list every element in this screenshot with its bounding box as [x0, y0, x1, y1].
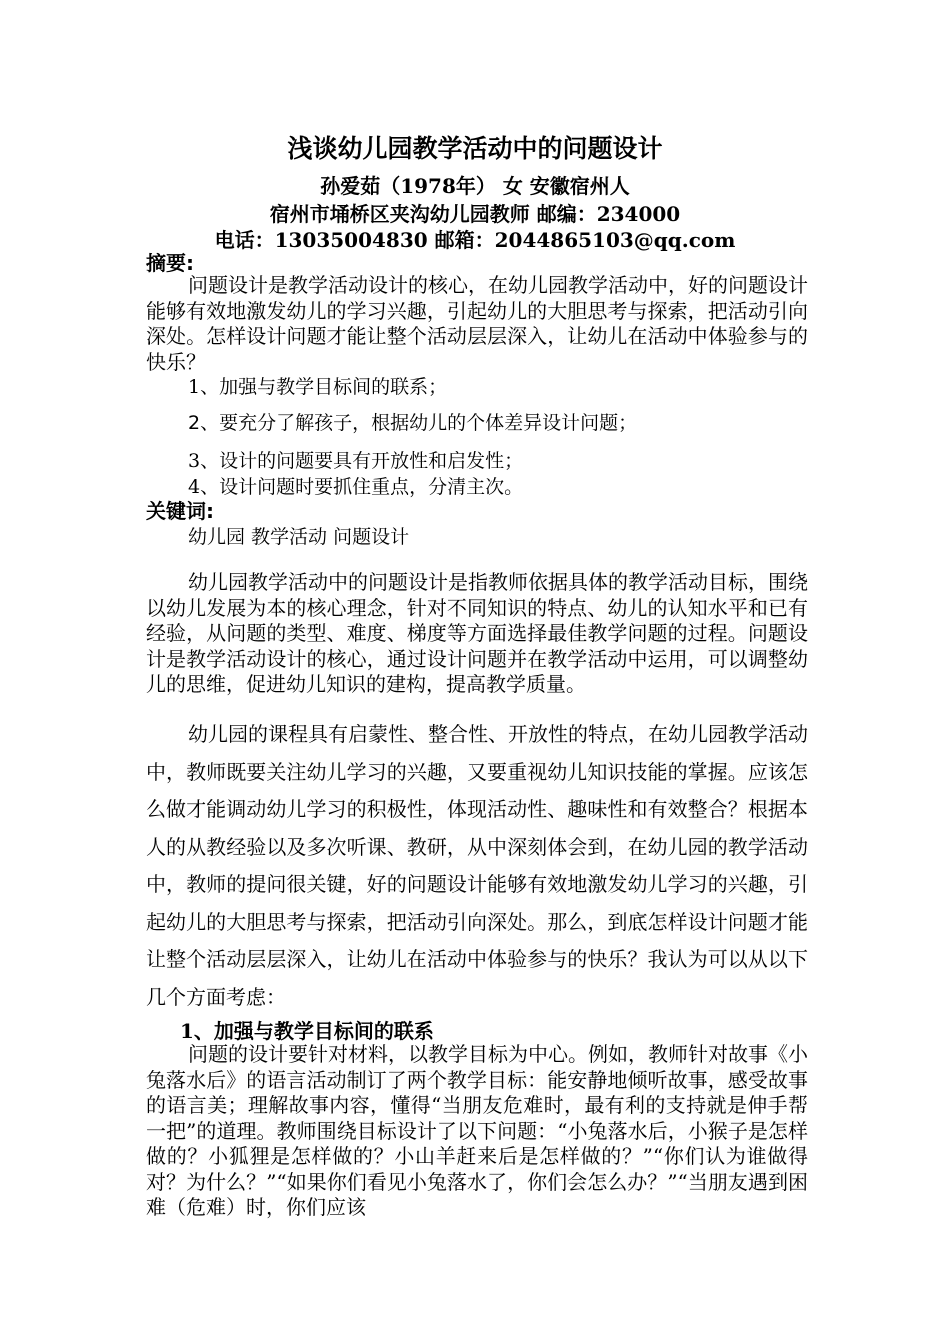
abstract-text: 问题设计是教学活动设计的核心，在幼儿园教学活动中，好的问题设计能够有效地激发幼儿的学习兴趣，引起幼儿的大胆思考与探索，把活动引向深处。怎样设计问题才能让整个活动层层深入，让幼儿在活动中体验参与的快乐？	[146, 273, 808, 374]
body-paragraph-2: 幼儿园的课程具有启蒙性、整合性、开放性的特点，在幼儿园教学活动中，教师既要关注幼儿学习的兴趣，又要重视幼儿知识技能的掌握。应该怎么做才能调动幼儿学习的积极性，体现活动性、趣味性和有效整合？根据本人的从教经验以及多次听课、教研，从中深刻体会到，在幼儿园的教学活动中，教师的提问很关键，好的问题设计能够有效地激发幼儿学习的兴趣，引起幼儿的大胆思考与探索，把活动引向深处。那么，到底怎样设计问题才能让整个活动层层深入，让幼儿在活动中体验参与的快乐？我认为可以从以下几个方面考虑：	[146, 722, 808, 1009]
abstract-point-3: 3、设计的问题要具有开放性和启发性；	[188, 450, 524, 472]
section-heading-1: 1、加强与教学目标间的联系	[180, 1019, 434, 1043]
author-affiliation: 宿州市埇桥区夹沟幼儿园教师 邮编：234000	[269, 202, 681, 226]
abstract-point-2: 2、要充分了解孩子，根据幼儿的个体差异设计问题；	[188, 412, 638, 434]
author-info: 孙爱茹（1978年） 女 安徽宿州人	[320, 174, 630, 198]
abstract-point-4: 4、设计问题时要抓住重点，分清主次。	[188, 476, 524, 498]
document-title: 浅谈幼儿园教学活动中的问题设计	[287, 134, 663, 163]
keywords-text: 幼儿园 教学活动 问题设计	[188, 526, 410, 548]
body-paragraph-1: 幼儿园教学活动中的问题设计是指教师依据具体的教学活动目标，围绕以幼儿发展为本的核心理念，针对不同知识的特点、幼儿的认知水平和已有经验，从问题的类型、难度、梯度等方面选择最佳教学问题的过程。问题设计是教学活动设计的核心，通过设计问题并在教学活动中运用，可以调整幼儿的思维，促进幼儿知识的建构，提高教学质量。	[146, 570, 808, 696]
abstract-point-1: 1、加强与教学目标间的联系；	[188, 376, 448, 398]
body-paragraph-3: 问题的设计要针对材料，以教学目标为中心。例如，教师针对故事《小兔落水后》的语言活动制订了两个教学目标：能安静地倾听故事，感受故事的语言美；理解故事内容，懂得“当朋友危难时，最有利的支持就是伸手帮一把”的道理。教师围绕目标设计了以下问题：“小兔落水后，小猴子是怎样做的？小狐狸是怎样做的？小山羊赶来后是怎样做的？”“你们认为谁做得对？为什么？”“如果你们看见小兔落水了，你们会怎么办？”“当朋友遇到困难（危难）时，你们应该	[146, 1042, 808, 1219]
abstract-label: 摘要:	[146, 251, 194, 275]
author-contact: 电话：13035004830 邮箱：2044865103@qq.com	[214, 228, 736, 252]
keywords-label: 关键词:	[146, 499, 214, 523]
